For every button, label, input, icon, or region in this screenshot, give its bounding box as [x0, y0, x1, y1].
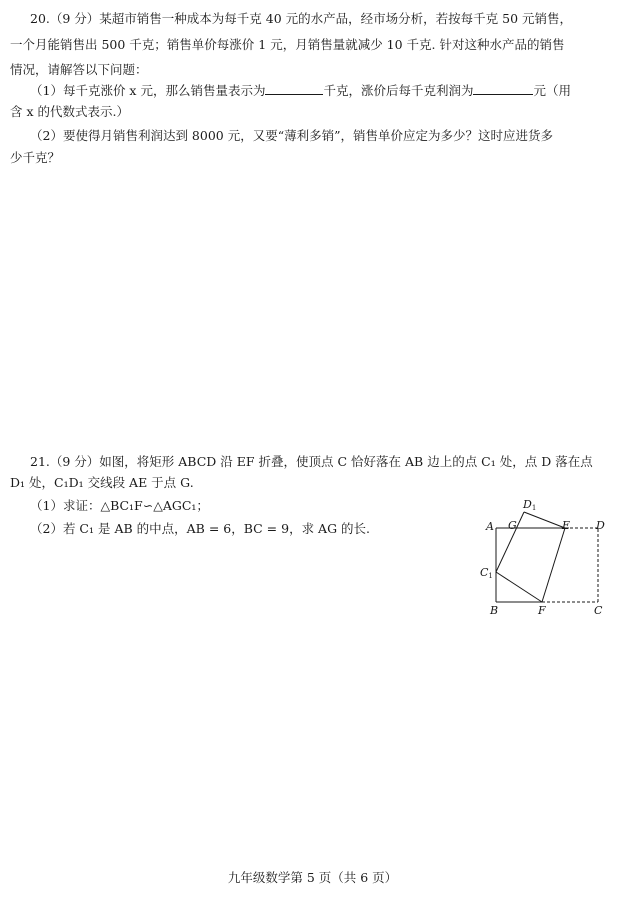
label-D1-main: D: [523, 498, 532, 511]
q20-line-1: 20.（9 分）某超市销售一种成本为每千克 40 元的水产品，经市场分析，若按每千克 50 元销售，: [30, 11, 573, 26]
q20-part1-line: [30, 82, 571, 99]
label-C1-main: C: [480, 566, 489, 579]
segment-D1E: [524, 512, 565, 528]
label-D1: [522, 498, 536, 512]
q21-line-4: （2）若 C₁ 是 AB 的中点，AB = 6，BC = 9，求 AG 的长.: [30, 521, 371, 536]
q20-part1-text-b: 千克，涨价后每千克利润为: [323, 83, 474, 98]
folding-rectangle-figure: [478, 494, 608, 618]
q20-line-3: 情况，请解答以下问题：: [10, 62, 148, 77]
label-E: E: [562, 519, 571, 532]
segment-C1F: [496, 572, 542, 602]
label-C: C: [594, 604, 603, 617]
segment-EF: [542, 528, 565, 602]
q20-line-5: 含 x 的代数式表示.）: [10, 104, 129, 119]
q20-part1-text-c: 元（用: [533, 83, 571, 98]
q20-line-2: 一个月能销售出 500 千克；销售单价每涨价 1 元，月销售量就减少 10 千克. 针对这种水产品的销售: [10, 37, 565, 52]
page-footer: 九年级数学第 5 页（共 6 页）: [227, 870, 398, 885]
label-D1-sub: 1: [531, 504, 537, 512]
q21-line-3: （1）求证：△BC₁F∽△AGC₁；: [30, 498, 209, 513]
label-C1-sub: 1: [488, 572, 493, 580]
q21-line-2: D₁ 处，C₁D₁ 交线段 AE 于点 G.: [10, 475, 194, 490]
label-D: D: [596, 519, 605, 532]
label-G: G: [508, 519, 517, 532]
answer-blank-sales: [265, 82, 323, 95]
label-C1: [480, 566, 493, 580]
q20-line-6: （2）要使得月销售利润达到 8000 元，又要“薄利多销”，销售单价应定为多少？这时应进货多: [30, 128, 553, 143]
label-B: B: [490, 604, 499, 617]
label-A: A: [486, 520, 494, 533]
label-F: F: [538, 604, 546, 617]
answer-blank-profit: [473, 82, 533, 95]
q21-line-1: 21.（9 分）如图，将矩形 ABCD 沿 EF 折叠，使顶点 C 恰好落在 AB 边上的点 C₁ 处，点 D 落在点: [30, 454, 593, 469]
q20-line-7: 少千克？: [10, 150, 61, 165]
q20-part1-text-a: （1）每千克涨价 x 元，那么销售量表示为: [30, 83, 266, 98]
